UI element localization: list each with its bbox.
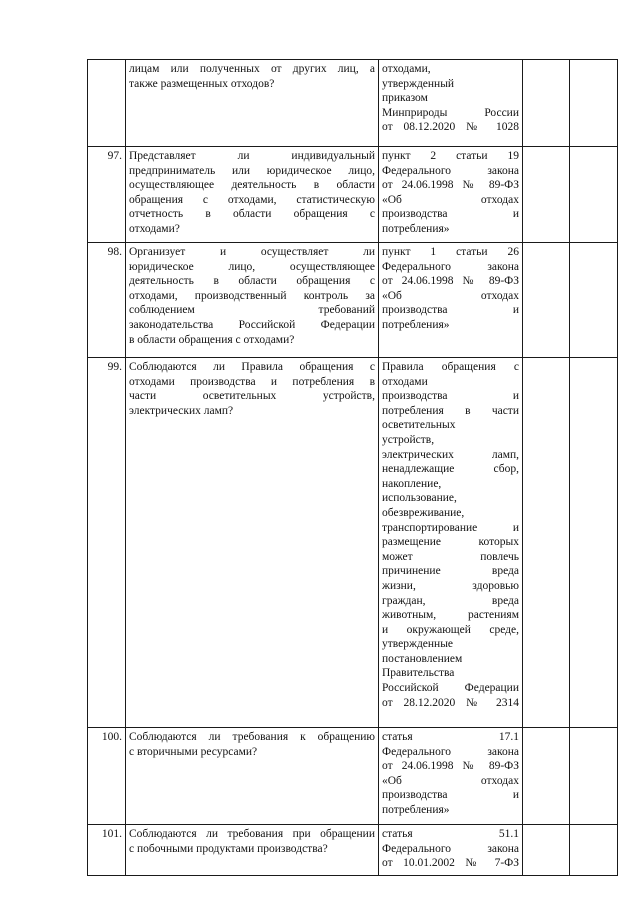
legal-basis-text-line: осветительных bbox=[382, 419, 456, 432]
legal-basis-text-line: «Об отходах bbox=[382, 289, 519, 302]
question-cell bbox=[126, 147, 379, 243]
answer-cell-no bbox=[570, 825, 618, 876]
legal-basis-text-line: потребления» bbox=[382, 803, 450, 816]
answer-cell-no bbox=[570, 243, 618, 358]
question-text-line: обращения с отходами, статистическую bbox=[129, 193, 375, 206]
question-text-line: соблюдением требований bbox=[129, 304, 375, 317]
legal-basis-cell bbox=[379, 60, 523, 147]
legal-basis-cell bbox=[379, 358, 523, 728]
table-row bbox=[88, 147, 618, 243]
legal-basis-text-line: и окружающей среде, bbox=[382, 623, 519, 636]
legal-basis-text-line: утвержденный bbox=[382, 77, 455, 90]
legal-basis-text-line: Российской Федерации bbox=[382, 682, 519, 695]
question-text-line: деятельность в области обращения с bbox=[129, 275, 375, 288]
legal-basis-text-line: Федерального закона bbox=[382, 745, 519, 758]
legal-basis-text-line: производства и bbox=[382, 789, 519, 802]
question-text-line: Соблюдаются ли Правила обращения с bbox=[129, 361, 375, 373]
legal-basis-text-line: потребления» bbox=[382, 222, 450, 235]
table-row bbox=[88, 825, 618, 876]
item-number: 99. bbox=[88, 358, 126, 728]
question-text-line: электрических ламп? bbox=[129, 404, 234, 417]
legal-basis-text-line: от 10.01.2002 № 7-ФЗ bbox=[382, 857, 519, 870]
legal-basis-text-line: потребления» bbox=[382, 318, 450, 331]
legal-basis-text-line: накопление, bbox=[382, 477, 442, 490]
answer-cell-no bbox=[570, 728, 618, 825]
legal-basis-text-line: от 24.06.1998 № 89-ФЗ bbox=[382, 275, 519, 288]
answer-cell-no bbox=[570, 147, 618, 243]
question-text-line: отходами производства и потребления в bbox=[129, 375, 375, 388]
answer-cell-yes bbox=[523, 60, 570, 147]
legal-basis-text-line: отходами, bbox=[382, 63, 431, 75]
legal-basis-text-line: использование, bbox=[382, 492, 457, 505]
question-text-line: юридическое лицо, осуществляющее bbox=[129, 260, 375, 273]
answer-cell-yes bbox=[523, 728, 570, 825]
question-text-line: с побочными продуктами производства? bbox=[129, 842, 328, 855]
legal-basis-text-line: производства и bbox=[382, 390, 519, 403]
legal-basis-cell bbox=[379, 147, 523, 243]
legal-basis-text-line: Минприроды России bbox=[382, 106, 519, 119]
question-text-line: Соблюдаются ли требования при обращении bbox=[129, 828, 375, 840]
legal-basis-text-line: устройств, bbox=[382, 433, 435, 446]
question-cell bbox=[126, 825, 379, 876]
legal-basis-text-line: электрических ламп, bbox=[382, 448, 519, 461]
table-row bbox=[88, 728, 618, 825]
legal-basis-text-line: от 28.12.2020 № 2314 bbox=[382, 696, 519, 709]
legal-basis-text-line: Федерального закона bbox=[382, 164, 519, 177]
legal-basis-text-line: от 24.06.1998 № 89-ФЗ bbox=[382, 179, 519, 192]
answer-cell-yes bbox=[523, 825, 570, 876]
answer-cell-yes bbox=[523, 147, 570, 243]
question-text-line: законодательства Российской Федерации bbox=[129, 318, 375, 331]
legal-basis-text-line: постановлением bbox=[382, 652, 463, 665]
legal-basis-text-line: «Об отходах bbox=[382, 774, 519, 787]
legal-basis-text-line: животным, растениям bbox=[382, 609, 519, 622]
legal-basis-text-line: размещение которых bbox=[382, 536, 519, 549]
question-text-line: предприниматель или юридическое лицо, bbox=[129, 164, 375, 177]
question-cell bbox=[126, 243, 379, 358]
legal-basis-text-line: статья 51.1 bbox=[382, 828, 519, 840]
legal-basis-text-line: причинение вреда bbox=[382, 565, 519, 578]
question-text-line: с вторичными ресурсами? bbox=[129, 745, 258, 758]
answer-cell-no bbox=[570, 358, 618, 728]
item-number: 97. bbox=[88, 147, 126, 243]
legal-basis-text-line: Правительства bbox=[382, 667, 455, 680]
question-text-line: отходами? bbox=[129, 222, 180, 235]
checklist-rows bbox=[88, 60, 618, 876]
legal-basis-text-line: обезвреживание, bbox=[382, 506, 465, 519]
legal-basis-text-line: пункт 1 статьи 26 bbox=[382, 246, 519, 258]
table-row bbox=[88, 60, 618, 147]
legal-basis-text-line: пункт 2 статьи 19 bbox=[382, 150, 519, 162]
legal-basis-text-line: статья 17.1 bbox=[382, 731, 519, 743]
item-number: 101. bbox=[88, 825, 126, 876]
question-text-line: также размещенных отходов? bbox=[129, 77, 275, 90]
legal-basis-text-line: утвержденные bbox=[382, 638, 454, 651]
question-cell bbox=[126, 358, 379, 728]
question-text-line: части осветительных устройств, bbox=[129, 390, 375, 403]
legal-basis-text-line: потребления в части bbox=[382, 404, 519, 417]
answer-cell-no bbox=[570, 60, 618, 147]
answer-cell-yes bbox=[523, 358, 570, 728]
legal-basis-text-line: Федерального закона bbox=[382, 842, 519, 855]
legal-basis-text-line: транспортирование и bbox=[382, 521, 519, 534]
question-text-line: Организует и осуществляет ли bbox=[129, 246, 375, 258]
legal-basis-text-line: Правила обращения с bbox=[382, 361, 519, 373]
legal-basis-cell bbox=[379, 825, 523, 876]
question-text-line: отходами, производственный контроль за bbox=[129, 289, 375, 302]
legal-basis-cell bbox=[379, 728, 523, 825]
legal-basis-text-line: граждан, вреда bbox=[382, 594, 519, 607]
legal-basis-text-line: может повлечь bbox=[382, 550, 519, 563]
question-text-line: в области обращения с отходами? bbox=[129, 333, 295, 346]
question-cell bbox=[126, 60, 379, 147]
legal-basis-text-line: производства и bbox=[382, 208, 519, 221]
checklist-table bbox=[87, 59, 618, 876]
legal-basis-text-line: отходами bbox=[382, 375, 428, 388]
table-row bbox=[88, 358, 618, 728]
question-text-line: осуществляющее деятельность в области bbox=[129, 179, 375, 192]
table-row bbox=[88, 243, 618, 358]
legal-basis-text-line: производства и bbox=[382, 304, 519, 317]
legal-basis-text-line: жизни, здоровью bbox=[382, 579, 519, 592]
legal-basis-text-line: «Об отходах bbox=[382, 193, 519, 206]
legal-basis-text-line: ненадлежащие сбор, bbox=[382, 463, 519, 476]
question-text-line: отчетность в области обращения с bbox=[129, 208, 375, 221]
legal-basis-text-line: приказом bbox=[382, 92, 428, 105]
question-text-line: Представляет ли индивидуальный bbox=[129, 150, 375, 162]
item-number bbox=[88, 60, 126, 147]
legal-basis-text-line: от 08.12.2020 № 1028 bbox=[382, 121, 519, 134]
question-cell bbox=[126, 728, 379, 825]
legal-basis-text-line: Федерального закона bbox=[382, 260, 519, 273]
item-number: 100. bbox=[88, 728, 126, 825]
item-number: 98. bbox=[88, 243, 126, 358]
legal-basis-cell bbox=[379, 243, 523, 358]
question-text-line: Соблюдаются ли требования к обращению bbox=[129, 731, 375, 743]
answer-cell-yes bbox=[523, 243, 570, 358]
legal-basis-text-line: от 24.06.1998 № 89-ФЗ bbox=[382, 760, 519, 773]
question-text-line: лицам или полученных от других лиц, а bbox=[129, 63, 375, 75]
